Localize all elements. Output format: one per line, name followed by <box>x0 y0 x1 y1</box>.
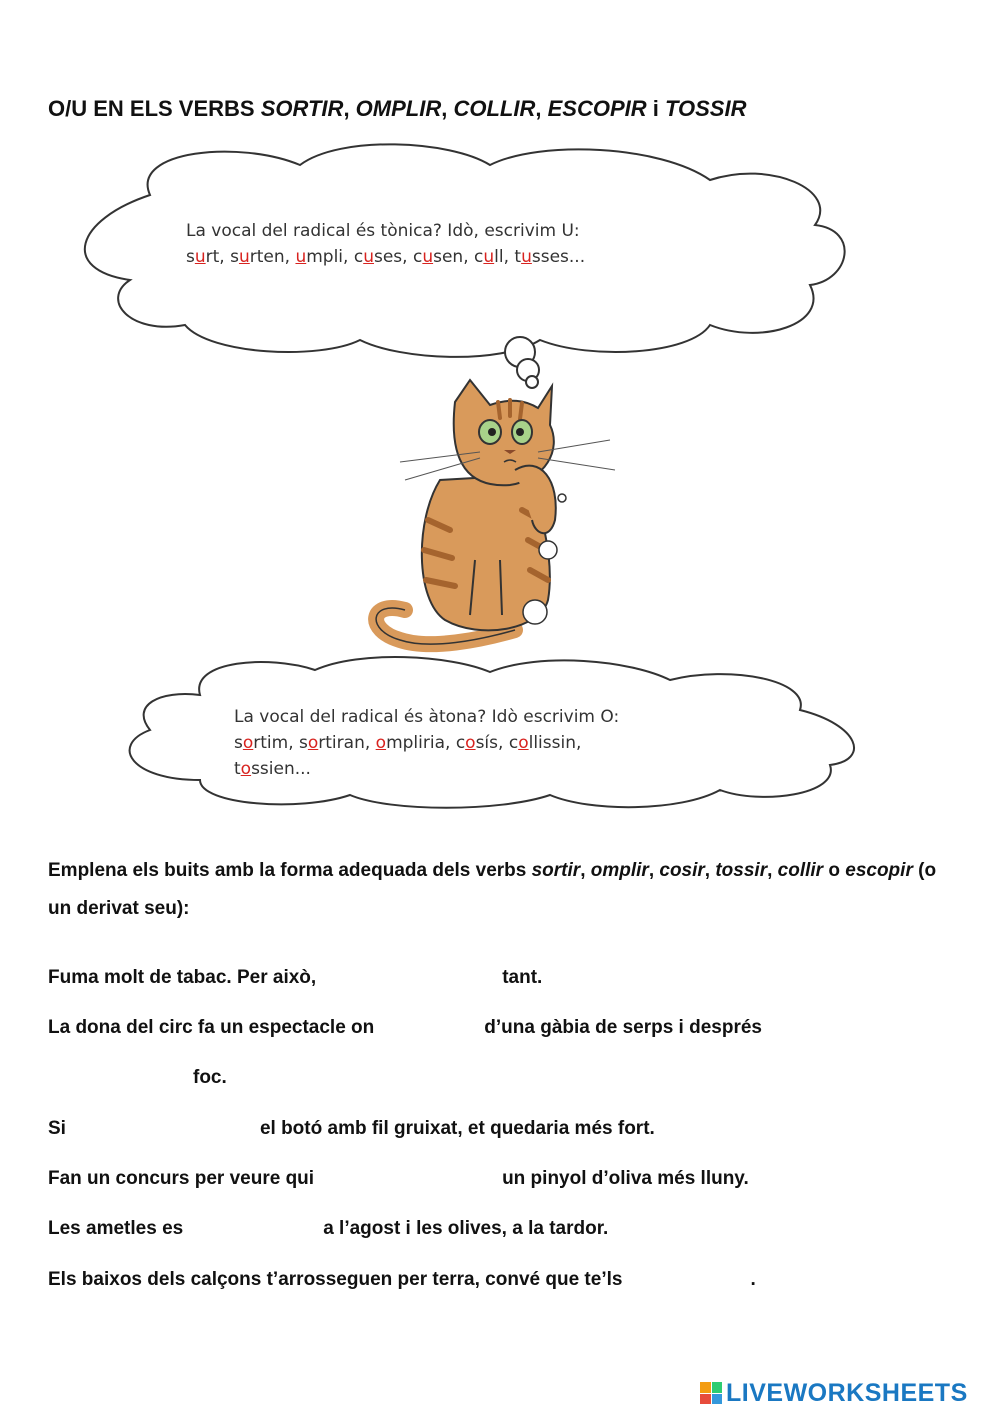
answer-blank-1[interactable] <box>316 967 502 989</box>
answer-blank-7[interactable] <box>622 1269 750 1291</box>
example-word: tossien... <box>234 759 311 779</box>
verb-collir: COLLIR <box>453 96 536 121</box>
liveworksheets-logo-text: LIVEWORKSHEETS <box>726 1378 968 1407</box>
verb-omplir: OMPLIR <box>355 96 442 121</box>
example-word: cosís, <box>455 733 509 753</box>
example-word: cull, <box>474 247 515 267</box>
example-word: collissin, <box>508 733 582 753</box>
cloud-top-line-1: La vocal del radical és tònica? Idò, escrivim U: <box>186 221 580 241</box>
exercise-sentence-2: La dona del circ fa un espectacle on d’una gàbia de serps i després <box>48 1017 762 1038</box>
cloud-top-text <box>186 218 585 270</box>
answer-blank-5[interactable] <box>314 1168 502 1190</box>
liveworksheets-logo-icon <box>700 1382 722 1404</box>
example-word: surt, <box>186 247 231 267</box>
page-title: O/U EN ELS VERBS SORTIR, OMPLIR, COLLIR, ESCOPIR i TOSSIR <box>48 96 747 121</box>
thought-bubble <box>526 376 538 388</box>
example-word: sortim, <box>234 733 300 753</box>
example-word: tusses... <box>514 247 586 267</box>
verb-escopir: ESCOPIR <box>547 96 647 121</box>
example-word: cuses, <box>353 247 413 267</box>
exercise-sentence-1: Fuma molt de tabac. Per això, tant. <box>48 967 543 988</box>
answer-blank-4[interactable] <box>66 1118 260 1140</box>
example-word: umpli, <box>295 247 354 267</box>
answer-blank-3[interactable] <box>48 1067 193 1089</box>
example-word: cusen, <box>412 247 475 267</box>
verb-sortir: SORTIR <box>260 96 344 121</box>
example-word: ompliria, <box>375 733 456 753</box>
instructions: Emplena els buits amb la forma adequada dels verbs sortir, omplir, cosir, tossir, collir o escopir (o un derivat seu): <box>48 860 937 919</box>
cloud-bottom-text <box>234 704 619 782</box>
exercise-sentence-5: Les ametles es a l’agost i les olives, a la tardor. <box>48 1218 609 1239</box>
cat <box>376 380 615 644</box>
answer-blank-6[interactable] <box>183 1218 323 1240</box>
cloud-top-examples <box>186 244 585 270</box>
example-word: sortiran, <box>299 733 376 753</box>
cloud-bottom-examples <box>234 730 619 756</box>
exercise-sentence-2-cont: foc. <box>48 1067 227 1089</box>
example-word: surten, <box>230 247 296 267</box>
answer-blank-2[interactable] <box>374 1017 484 1039</box>
exercise-sentence-3: Si el botó amb fil gruixat, et quedaria més fort. <box>48 1118 655 1139</box>
exercise-sentence-4: Fan un concurs per veure qui un pinyol d’oliva més lluny. <box>48 1168 749 1189</box>
cloud-bottom-line-1: La vocal del radical és àtona? Idò escrivim O: <box>234 707 620 727</box>
exercise-sentence-6: Els baixos dels calçons t’arrosseguen per terra, convé que te’ls . <box>48 1269 756 1290</box>
verb-tossir: TOSSIR <box>664 96 747 121</box>
liveworksheets-logo <box>700 1378 968 1408</box>
